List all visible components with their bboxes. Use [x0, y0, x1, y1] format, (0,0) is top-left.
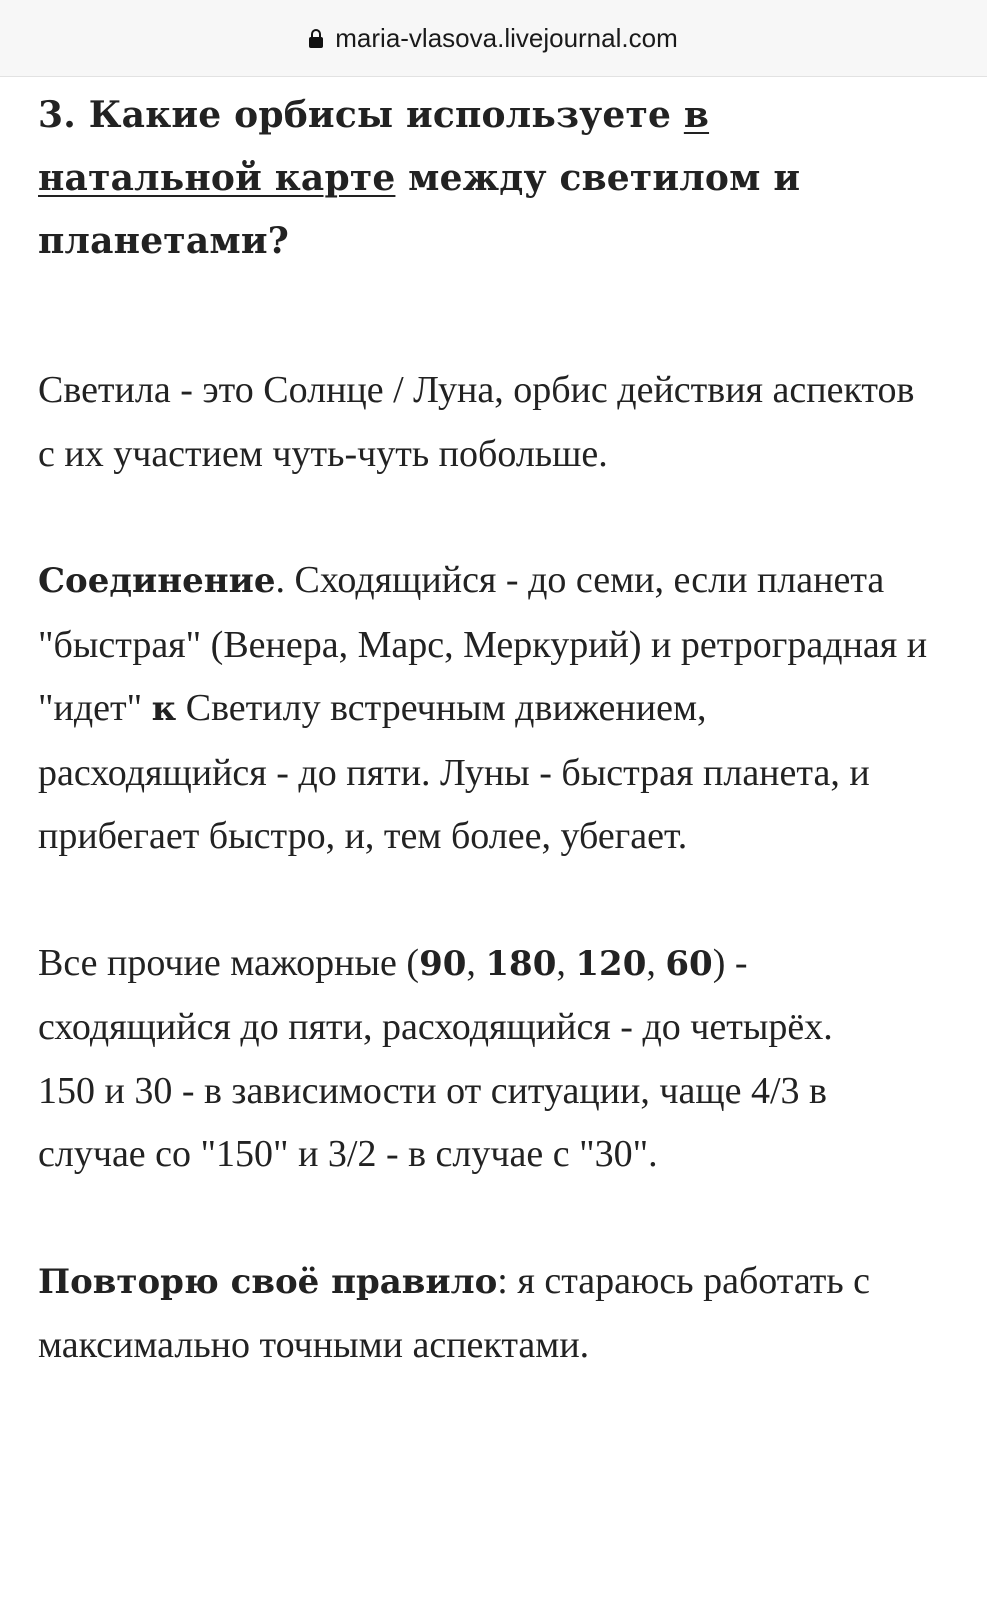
natal-chart-link[interactable]: в натальной карте	[38, 94, 710, 199]
rule-text: : я стараюсь работать с максимально точными аспектами.	[38, 1259, 871, 1366]
heading-text-1: 3. Какие орбисы используете	[38, 94, 684, 136]
conjunction-bold: Соединение	[38, 561, 276, 601]
paragraph-conjunction	[38, 549, 938, 869]
sep-1: ,	[466, 941, 486, 984]
paragraph-minor-aspects: 150 и 30 - в зависимости от ситуации, чаще 4/3 в случае со "150" и 3/2 - в случае с "30".	[38, 1069, 827, 1175]
major-tail: ) - сходящийся до пяти, расходящийся - до четырёх.	[38, 941, 833, 1048]
article-body	[38, 84, 938, 1378]
address-bar[interactable]	[0, 0, 987, 77]
conjunction-text-1: . Сходящийся - до семи, если планета "быстрая" (Венера, Марс, Меркурий) и ретроградная и "идет"	[38, 559, 928, 729]
conjunction-text-2: Светилу встречным движением, расходящийся - до пяти. Луны - быстрая планета, и прибегает быстро, и, тем более, убегает.	[38, 687, 870, 857]
aspect-90: 90	[419, 943, 467, 984]
question-heading	[38, 84, 938, 273]
url-text[interactable]: maria-vlasova.livejournal.com	[335, 22, 678, 53]
lock-icon	[309, 29, 323, 49]
bold-k: к	[151, 689, 177, 729]
aspect-60: 60	[665, 943, 713, 984]
major-lead: Все прочие мажорные (	[38, 941, 420, 984]
heading-text-2: между светилом и планетами?	[38, 157, 801, 262]
paragraph-rule	[38, 1250, 938, 1378]
sep-2: ,	[556, 941, 576, 984]
aspect-120: 120	[575, 943, 647, 984]
sep-3: ,	[646, 941, 666, 984]
paragraph-luminaries: Светила - это Солнце / Луна, орбис действия аспектов с их участием чуть-чуть побольше.	[38, 369, 915, 475]
paragraph-major-aspects	[38, 932, 938, 1060]
aspect-180: 180	[485, 943, 557, 984]
rule-bold: Повторю своё правило	[38, 1261, 498, 1302]
